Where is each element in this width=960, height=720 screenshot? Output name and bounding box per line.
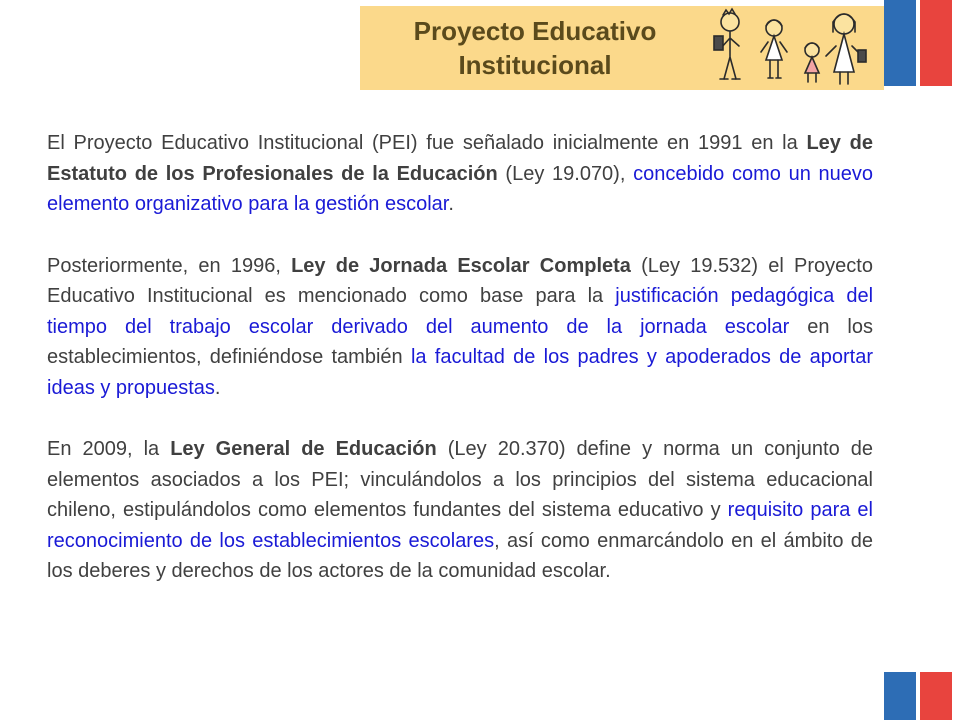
highlight-text: concebido como un nuevo elemento organizativo para la gestión escolar <box>47 162 873 215</box>
paragraph-text: (Ley 19.070), <box>497 162 634 185</box>
body-text <box>47 128 873 587</box>
flag-decoration-top <box>884 0 952 86</box>
paragraph-2 <box>47 251 873 404</box>
title-banner <box>360 6 884 90</box>
law-name: Ley General de Educación <box>170 438 437 460</box>
paragraph-text: en los establecimientos, definiéndose también <box>47 315 873 368</box>
paragraph-text: . <box>214 376 221 399</box>
paragraph-3 <box>47 434 873 587</box>
law-name: Ley de Jornada Escolar Completa <box>291 254 631 277</box>
paragraph-text: , así como enmarcándolo en el ámbito de los deberes y derechos de los actores de la comunidad escolar. <box>47 529 874 582</box>
children-cartoon-icon <box>708 6 884 90</box>
highlight-text: justificación pedagógica del tiempo del trabajo escolar derivado del aumento de la jornada escolar <box>47 285 874 338</box>
highlight-text: la facultad de los padres y apoderados de aportar ideas y propuestas <box>47 346 873 399</box>
flag-decoration-bottom <box>884 672 952 720</box>
law-name: Ley de Estatuto de los Profesionales de la Educación <box>47 132 873 185</box>
paragraph-text: (Ley 20.370) define y norma un conjunto de elementos asociados a los PEI; vinculándolos a los principios del sistema educacional chileno, estipulándolos como elementos fundantes del sistema educativo y <box>47 438 874 521</box>
paragraph-text: En 2009, la <box>47 438 171 460</box>
paragraph-text: El Proyecto Educativo Institucional (PEI) fue señalado inicialmente en 1991 en la <box>47 132 807 154</box>
paragraph-text: (Ley 19.532) el Proyecto Educativo Institucional es mencionado como base para la <box>47 254 873 307</box>
flag-red-stripe <box>920 672 952 720</box>
title-line-1: Proyecto Educativo <box>413 16 657 46</box>
highlight-text: requisito para el reconocimiento de los establecimientos escolares <box>47 499 873 552</box>
flag-blue-stripe <box>884 672 916 720</box>
flag-red-stripe <box>920 0 952 86</box>
title-line-2: Institucional <box>458 50 612 80</box>
paragraph-text: . <box>448 193 454 215</box>
paragraph-1 <box>47 128 873 220</box>
flag-blue-stripe <box>884 0 916 86</box>
paragraph-text: Posteriormente, en 1996, <box>47 254 292 277</box>
page-title <box>360 14 710 82</box>
